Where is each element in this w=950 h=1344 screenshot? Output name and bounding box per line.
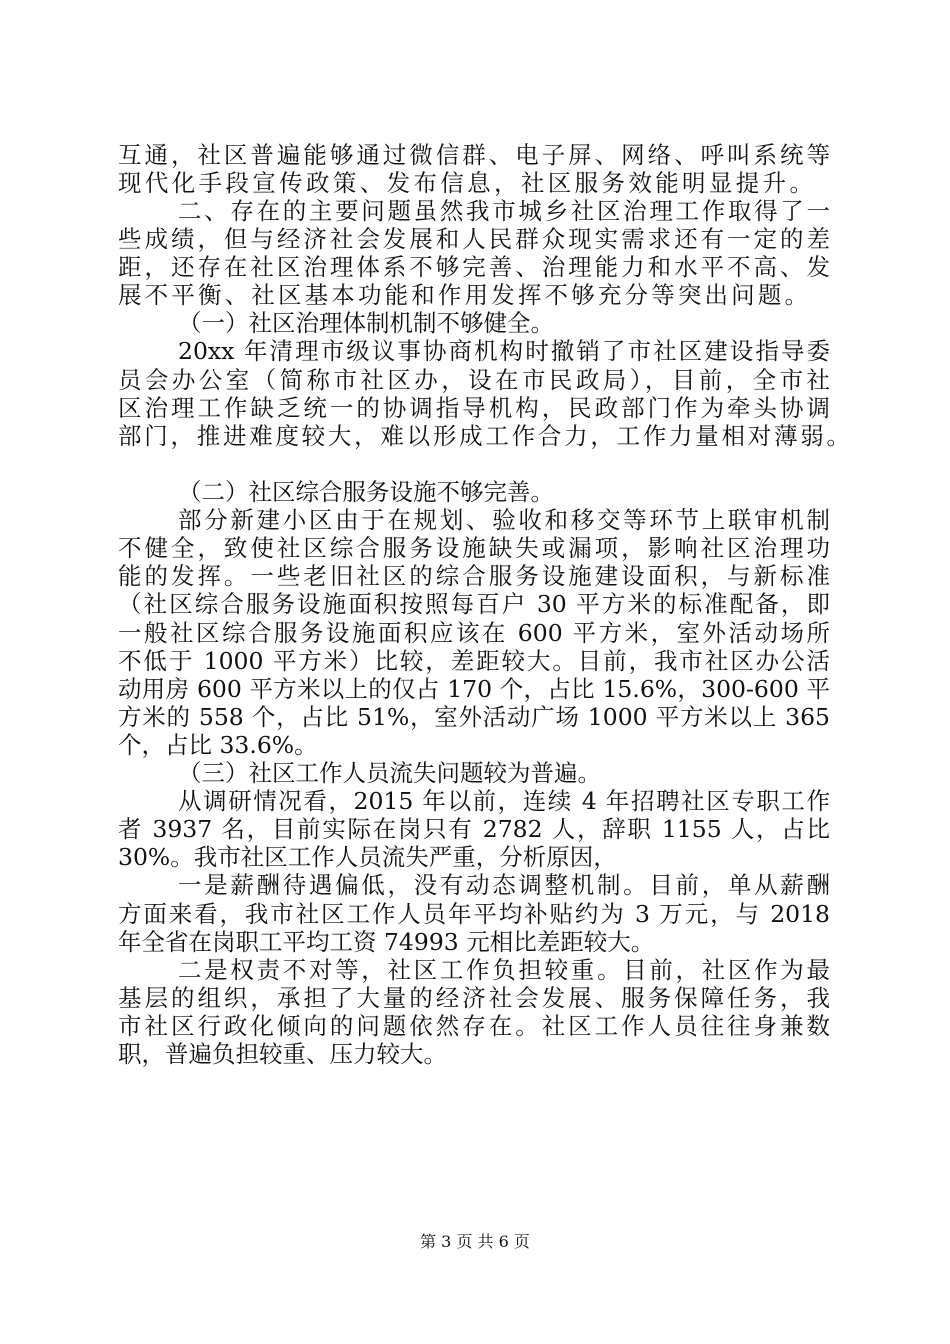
text-line: 距，还存在社区治理体系不够完善、治理能力和水平不高、发 xyxy=(118,253,830,281)
text-line: 部分新建小区由于在规划、验收和移交等环节上联审机制 xyxy=(178,506,830,534)
text-line: 年全省在岗职工平均工资 74993 元相比差距较大。 xyxy=(118,928,655,956)
text-line: （社区综合服务设施面积按照每百户 30 平方米的标准配备，即 xyxy=(118,590,830,618)
text-line: 二是权责不对等，社区工作负担较重。目前，社区作为最 xyxy=(178,956,830,984)
section-heading: （三）社区工作人员流失问题较为普遍。 xyxy=(178,759,601,787)
text-line: 方米的 558 个，占比 51%，室外活动广场 1000 平方米以上 365 xyxy=(118,703,830,731)
page-footer: 第 3 页 共 6 页 xyxy=(420,1232,530,1251)
text-line: 不健全，致使社区综合服务设施缺失或漏项，影响社区治理功 xyxy=(118,534,830,562)
text-line: 者 3937 名，目前实际在岗只有 2782 人，辞职 1155 人，占比 xyxy=(118,815,830,843)
text-line: 不低于 1000 平方米）比较，差距较大。目前，我市社区办公活 xyxy=(118,647,830,675)
text-line: 方面来看，我市社区工作人员年平均补贴约为 3 万元，与 2018 xyxy=(118,900,830,928)
text-line: 30%。我市社区工作人员流失严重，分析原因， xyxy=(118,843,617,871)
text-line: 职，普遍负担较重、压力较大。 xyxy=(118,1040,447,1068)
section-heading: （二）社区综合服务设施不够完善。 xyxy=(178,478,554,506)
text-line: 展不平衡、社区基本功能和作用发挥不够充分等突出问题。 xyxy=(118,281,808,309)
text-line: 互通，社区普遍能够通过微信群、电子屏、网络、呼叫系统等 xyxy=(118,141,830,169)
text-line: 能的发挥。一些老旧社区的综合服务设施建设面积，与新标准 xyxy=(118,562,830,590)
text-line: 20xx 年清理市级议事协商机构时撤销了市社区建设指导委 xyxy=(178,337,830,365)
text-line: 市社区行政化倾向的问题依然存在。社区工作人员往往身兼数 xyxy=(118,1012,830,1040)
text-line: 区治理工作缺乏统一的协调指导机构，民政部门作为牵头协调 xyxy=(118,394,830,422)
text-line: 部门，推进难度较大，难以形成工作合力，工作力量相对薄弱。 xyxy=(118,422,850,450)
text-line: 现代化手段宣传政策、发布信息，社区服务效能明显提升。 xyxy=(118,169,813,197)
text-line: 一般社区综合服务设施面积应该在 600 平方米，室外活动场所 xyxy=(118,619,830,647)
text-line: 从调研情况看，2015 年以前，连续 4 年招聘社区专职工作 xyxy=(178,787,830,815)
text-line: 员会办公室（简称市社区办，设在市民政局），目前，全市社 xyxy=(118,366,830,394)
text-line: 动用房 600 平方米以上的仅占 170 个，占比 15.6%，300-600 平 xyxy=(118,675,830,703)
text-line: 基层的组织，承担了大量的经济社会发展、服务保障任务，我 xyxy=(118,984,830,1012)
text-line: 个，占比 33.6%。 xyxy=(118,731,318,759)
section-heading: （一）社区治理体制机制不够健全。 xyxy=(178,309,554,337)
text-line: 一是薪酬待遇偏低，没有动态调整机制。目前，单从薪酬 xyxy=(178,871,830,899)
text-line: 二、存在的主要问题虽然我市城乡社区治理工作取得了一 xyxy=(178,197,830,225)
text-line: 些成绩，但与经济社会发展和人民群众现实需求还有一定的差 xyxy=(118,225,830,253)
